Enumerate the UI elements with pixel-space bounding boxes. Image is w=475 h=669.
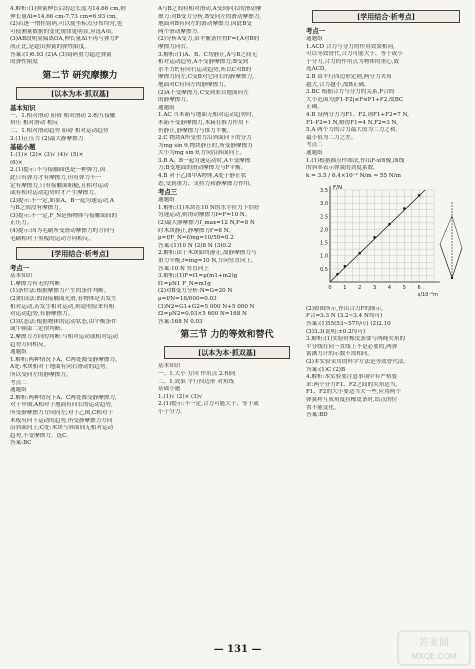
heading-point-three: 考点三: [158, 188, 178, 197]
text-line: (1)条件法:根据摩擦力产生的条件判断。: [10, 288, 110, 295]
vector-origin: [451, 277, 453, 279]
text-line: μ=f/F_N=f/mg=10/50=0.2: [158, 235, 234, 242]
text-line: (2)假设法:假设接触面光滑,看物体是否发生: [10, 296, 117, 303]
text-line: 相对运动趋势,A不受静摩擦力;B受到: [158, 59, 249, 66]
text-line: 通题组: [10, 349, 27, 356]
text-line: 2.摩擦力方向的判断:与相对运动或相对运动: [10, 334, 118, 340]
text-line: 态,受到重力、支持力和静摩擦力作用。: [158, 180, 255, 187]
spring-constant-formula: k = 3.5 / 6.4×10⁻² N/m ≈ 55 N/m: [306, 172, 401, 179]
text-line: 4.解析:本实验要注意事项中有严格要: [306, 374, 398, 381]
text-line: 1.解析:两种情况下A、C两处都受静摩擦力。: [10, 356, 121, 363]
text-line: 答案:(1)6.93 (2)A (3)钩码重力超过弹簧: [10, 51, 112, 58]
text-line: 对于甲图,A相对于地面有向右的运动趋势,: [10, 402, 113, 409]
text-line: 擦力;对B受力分析,B受向左的滑动摩擦力,: [158, 13, 262, 20]
text-line: 此只有弹力才有摩擦力,但有弹力不一: [10, 174, 102, 181]
y-tick-label: 2.0: [320, 227, 328, 234]
data-point: [373, 236, 376, 239]
text-line: 1.ACD 合力与分力的作用效果相同,: [306, 43, 395, 50]
text-line: 通题组: [158, 197, 175, 204]
y-axis-label: F/N: [333, 185, 343, 192]
text-line: 趋势,不受摩擦力。选C。: [10, 432, 72, 439]
text-line: 所以受向左的静摩擦力。: [10, 371, 72, 378]
text-line: 对运动趋势,有静摩擦力。: [10, 311, 74, 318]
text-line: 4.B 设两分力为F1、F2,则F1+F2=7 N,: [306, 111, 409, 118]
text-line: 伸长量Δl=14.66 cm-7.73 cm=6.93 cm。: [10, 13, 122, 20]
point-three-lines: [158, 197, 296, 326]
text-line: 摩擦力向左;C受B对它向右的静摩擦力,: [158, 74, 254, 81]
force-extension-graph: [306, 182, 466, 304]
data-point: [358, 252, 361, 255]
vector-f2: [452, 248, 462, 278]
text-line: 簧测力计的示数不需相同。: [306, 351, 374, 358]
text-line: 1.(1)× (2)× (3)√ (4)√ (5)×: [10, 152, 84, 159]
text-line: 答案:168 N 0.03: [158, 318, 203, 325]
text-line: 置不能变化。: [306, 404, 340, 411]
text-line: 平分线在同一直线上不是必要的,两弹: [306, 343, 398, 350]
text-line: 3.BC 根据合力与分力的关系,F合的: [306, 89, 395, 96]
text-line: 为mg sin θ,物块静止时,所受静摩擦力: [158, 142, 253, 149]
text-line: (3)3.3(说明:±0.2均可): [306, 328, 366, 335]
vector-side-1: [440, 216, 452, 244]
text-line: 2.解析:两种情况下A、C两处都受静摩擦力,: [10, 394, 117, 401]
x-tick-label: 1: [343, 285, 347, 292]
data-point: [344, 265, 347, 268]
section-title-equivalence: 第三节 力的等效和替代: [180, 330, 274, 341]
text-line: 两个滑动摩擦力。: [158, 28, 203, 35]
answer-block-static-friction: [158, 6, 296, 188]
point-one-lines: [10, 273, 150, 448]
text-line: (3)提示:不一定,F_N是指物体与接触面间的: [10, 212, 118, 219]
text-line: 或有相对运动趋势时才产生摩擦力。: [10, 190, 100, 197]
x-axis-label: x/10⁻²m: [417, 292, 438, 299]
text-line: (2)最大静摩擦力f_max=12 N,F=8 N: [158, 220, 255, 227]
text-line: 通题组: [158, 104, 175, 111]
svg-text:MXQE.COM: MXQE.COM: [411, 652, 457, 661]
x-tick-label: 2: [358, 285, 362, 292]
text-line: 于分力,合力的作用点为物体的重心,故: [306, 58, 400, 65]
text-line: 1.AC 当木箱与地面无相对运动趋势时,: [158, 112, 254, 119]
text-line: 的斜率表示弹簧的劲度系数。: [306, 165, 379, 172]
text-line: 摩擦力向右。: [158, 43, 192, 50]
text-line: 求:两个分力F1、F2之间的夹角适当,: [306, 381, 398, 388]
text-line: 二、1.相对滑动趋势 阻碍 相对运动趋势: [10, 127, 109, 134]
text-line: (2)如图所示,作出合力F的图示,: [306, 305, 383, 312]
answer-column-right: [306, 6, 466, 642]
text-line: 答案:(1)C (2)B: [306, 366, 346, 373]
text-line: (2)若逐一增挂钩码,可以使坐标点分布均匀,也: [10, 21, 123, 28]
x-tick-label: 0: [328, 285, 332, 292]
text-line: 弹簧秤互成角度拉橡皮条时,结点的位: [306, 397, 398, 403]
text-line: 越大,合力越小,故B正确。: [306, 81, 370, 88]
text-line: 1.(1)根据描点作图法,作出F-x图像,图线: [306, 157, 405, 164]
heading-basic-questions: 基础小题: [10, 143, 36, 152]
text-line: 所受静摩擦力方向向左;对于乙图,C相对于: [10, 409, 114, 416]
text-line: 答案:BC: [10, 440, 32, 447]
answer-column-middle: [158, 6, 296, 642]
text-line: 相对运动,若发生相对运动,则说明原来有相: [10, 303, 115, 310]
equivalence-lines: [158, 363, 296, 416]
banner-exam-points-2: [学用结合·析考点]: [312, 10, 460, 23]
text-line: 力;B受地面的滑动摩擦力与F平衡。: [158, 165, 247, 172]
text-line: 大小为mg sin θ,方向沿斜面向上。: [158, 150, 246, 157]
text-line: (3)AB段明显偏离OA,伸长量Δl不再与弹力F: [10, 36, 119, 43]
text-line: 2.B 由平行四边形定则,两分力夹角: [306, 73, 392, 80]
text-line: A处:木块相对于地面有向右滑动的趋势,: [10, 364, 108, 371]
text-line: (2)分析A受力,由平衡条件得F=f,A对B的: [158, 36, 260, 43]
x-tick-label: 3: [372, 285, 377, 292]
text-line: 4.B 对于乙图中A物体,A处于静止状: [158, 173, 247, 180]
basic-knowledge-lines: [10, 113, 150, 143]
text-line: 或牛顿第二定律判断。: [10, 326, 66, 333]
text-line: 大小范围为|F1-F2|≤F≤F1+F2,故BC: [306, 96, 404, 103]
text-line: (2)本实验采用的科学方法是等效替代法。: [306, 359, 410, 366]
text-line: 通题组: [306, 149, 323, 156]
text-line: μ=f/N=18/600=0.03: [158, 295, 217, 302]
y-tick-label: 1.5: [320, 240, 328, 247]
text-line: 基础小题: [158, 386, 181, 393]
text-line: (6)×: [10, 159, 23, 166]
text-line: 正确。: [306, 104, 323, 111]
text-line: 基本知识: [10, 273, 33, 280]
text-line: f2=μN2=0.03×5 600 N=168 N: [158, 311, 247, 318]
text-line: F1-F2=1 N,解得F1=4 N,F2=3 N。: [306, 119, 403, 126]
text-line: 成正比,是超出弹簧的弹性限度。: [10, 43, 91, 50]
text-line: 趋势方向相反。: [10, 341, 50, 348]
text-line: 2.(1)正压力 (2)最大静摩擦力: [10, 135, 84, 142]
vector-side-2: [452, 216, 462, 248]
text-line: 3.B A、B一起匀速运动时,A不受摩擦: [158, 157, 251, 164]
text-line: (3)N2=G1+G2=5 000 N+5 000 N: [158, 303, 255, 310]
text-line: 小于分力。: [158, 408, 186, 415]
text-line: 答案:BD: [306, 412, 328, 419]
text-line: 选ACD。: [306, 66, 330, 73]
text-line: 答案:(1)55(53~57均可) (2)2.10: [306, 321, 391, 328]
text-line: 2.C 物块A所受重力沿斜面向下的分力: [158, 135, 252, 142]
text-line: 的弹性限度: [10, 59, 38, 66]
text-line: 重力平衡,f=mg=10 N,方向竖直向上。: [158, 258, 257, 264]
text-line: 考点二: [10, 379, 27, 386]
text-line: 1.摩擦力有无的判断: [10, 280, 61, 287]
basic-questions-lines: [10, 152, 150, 243]
text-line: 1.(1)√ (2)× (3)√: [158, 393, 203, 400]
text-line: F1、F2的大小要适当大一些,应用两个: [306, 389, 401, 396]
watermark-logo: [397, 630, 471, 666]
text-line: (2)提示:不一定,如果A、B一起匀速运动,A: [10, 197, 114, 204]
data-point: [403, 207, 406, 210]
y-tick-label: 0.5: [320, 267, 328, 274]
text-line: (2)对B受力分析:N=G=20 N: [158, 288, 233, 295]
data-point: [388, 223, 391, 226]
text-line: 3.解析:(1)F=f1=μ(m1+m2)g: [158, 273, 238, 280]
text-line: 与B之间没有摩擦力。: [10, 205, 65, 212]
data-point: [418, 194, 421, 197]
vector-f1: [440, 244, 452, 278]
text-line: 木箱不受静摩擦力,木箱在推力作用下: [158, 119, 250, 126]
text-line: 考点二: [306, 142, 323, 149]
text-line: 4.解析:(1)弹簧伸长后的总长度为14.66 cm,则: [10, 6, 126, 12]
text-line: 定有摩擦力,只有接触面粗糙,且相对运动: [10, 182, 109, 189]
text-line: 挤压 相对滑动 相反: [10, 120, 59, 127]
text-line: 基本知识: [158, 363, 181, 370]
text-line: A与B之间有相对滑动,A受到向右的滑动摩: [158, 6, 262, 12]
x-tick-label: 4: [387, 285, 392, 292]
text-line: 二、1.效果 平行四边形 对角线: [158, 378, 235, 385]
svg-text:答案圈: 答案圈: [419, 638, 449, 649]
text-line: 毛刷相对于黑板的运动方向相反。: [10, 235, 94, 242]
text-line: 水平力F,有向右运动趋势,所以C对B的: [158, 66, 252, 73]
text-line: 2.解析:由于木块始终静止,故静摩擦力与: [158, 250, 257, 257]
text-line: 一、1.相对滑动 阻碍 相对滑动 2.相互接触: [10, 112, 116, 119]
banner-basics: [以本为本·抓双基]: [16, 87, 144, 100]
text-line: f1=μN1 F_N=m1g: [158, 280, 211, 287]
page-number: — 131 —: [213, 644, 262, 655]
x-tick-label: 6: [417, 285, 421, 292]
text-line: 最小值为二力之差。: [306, 134, 357, 141]
banner-exam-points: [学用结合·析考点]: [16, 247, 144, 260]
text-line: 沿斜面向上;C处:木块与斜面间无相对运动: [10, 425, 114, 432]
heading-point-one-2: 考点一: [306, 27, 326, 35]
answer-block-spring: [10, 6, 150, 67]
text-line: 地面对C有向左的静摩擦力。: [158, 81, 230, 88]
data-point: [336, 273, 339, 276]
text-line: 木板有向下运动的趋势,所受静摩擦力方向: [10, 417, 113, 424]
text-line: 答案:(1)10 N (2)8 N (3)0.2: [158, 242, 232, 249]
y-tick-label: 2.5: [320, 214, 328, 221]
text-line: F合=3.3 N (3.2~3.4 N均可): [306, 313, 383, 320]
text-line: 一、1.大小 方向 作用点 2.相同: [158, 370, 236, 377]
answer-column-left: [10, 6, 150, 642]
experiment-answer-lines: [306, 306, 466, 420]
text-line: 5.A 两个力的合力最大值为二力之和,: [306, 127, 398, 134]
y-tick-label: 3.0: [320, 201, 328, 208]
text-line: 通题组: [10, 387, 27, 394]
text-line: 3.解析:(1)A、B、C均静止,A与B之间无: [158, 51, 258, 58]
text-line: (3)状态法:根据物体的运动状态,由平衡条件: [10, 318, 117, 325]
text-line: 通题组: [306, 36, 323, 42]
text-line: 答案:10 N 竖直向上: [158, 265, 210, 272]
text-line: 仍静止,静摩擦力与推力平衡。: [158, 127, 233, 134]
text-line: 可使测量数据的变化规律更明显,应选A项。: [10, 28, 117, 35]
text-line: 可以等效替代,合力可能大于、等于或小: [306, 51, 403, 58]
graph-svg: [306, 182, 466, 300]
x-tick-label: 5: [402, 285, 406, 292]
y-tick-label: 1.0: [320, 253, 328, 260]
text-line: 3.解析:(1)实验时橡皮条要与两绳夹角的: [306, 336, 406, 343]
text-line: (4)提示:因为毛刷所受滑动摩擦力的方向与: [10, 228, 115, 235]
text-line: 的静摩擦力。: [158, 97, 192, 104]
text-line: 正压力。: [10, 220, 33, 227]
text-line: (2)A不受摩擦力,C受到来自地面向左: [158, 89, 249, 96]
text-line: 时木块静止,静摩擦力f'=8 N。: [158, 227, 235, 234]
text-line: 地面对B有向左的滑动摩擦力,因此B受: [158, 21, 252, 28]
text-line: 1.解析:(1)木块在10 N的水平拉力下恰好: [158, 204, 260, 211]
banner-basics-2: [以本为本·抓双基]: [164, 346, 290, 359]
text-line: 匀速运动,则滑动摩擦力f=F=10 N。: [158, 212, 251, 219]
y-tick-label: 3.5: [320, 188, 328, 195]
heading-point-one: 考点一: [10, 264, 30, 273]
text-line: 2.(1)提示:不一定,合力可能大于、等于或: [158, 401, 259, 408]
section-title-friction: 第二节 研究摩擦力: [42, 70, 118, 81]
composition-lines: [306, 36, 466, 173]
heading-basic-knowledge: 基本知识: [10, 103, 36, 112]
text-line: 2.(1)提示:不与接触面也是一种弹力,因: [10, 167, 106, 174]
